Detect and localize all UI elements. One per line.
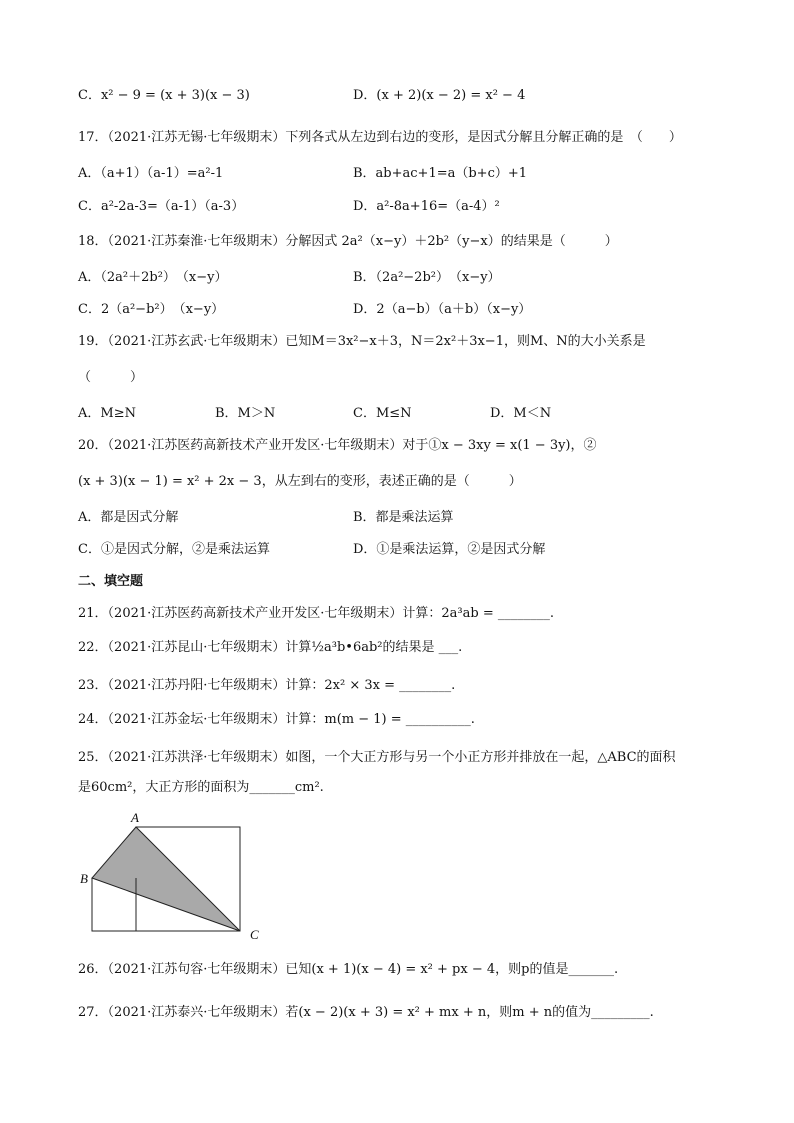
option-d-q20: D．①是乘法运算，②是因式分解 — [353, 542, 546, 557]
question-17: 17．（2021·江苏无锡·七年级期末）下列各式从左边到右边的变形，是因式分解且分解正确的是 （ ） — [78, 130, 682, 145]
option-b-q20: B．都是乘法运算 — [353, 510, 454, 525]
option-a-q19: A．M≥N — [78, 406, 136, 421]
question-25-cont: 是60cm²，大正方形的面积为_______cm². — [78, 780, 324, 795]
section-heading: 二、填空题 — [78, 574, 144, 589]
question-27: 27．（2021·江苏泰兴·七年级期末）若(x − 2)(x + 3) = x² + mx + n，则m + n的值为_________. — [78, 1005, 654, 1020]
option-c-q16: C．x² − 9 = (x + 3)(x − 3) — [78, 88, 250, 103]
option-c-q20: C．①是因式分解，②是乘法运算 — [78, 542, 270, 557]
question-20-cont: (x + 3)(x − 1) = x² + 2x − 3，从左到右的变形，表述正确的是（ ） — [78, 474, 522, 489]
question-18: 18．（2021·江苏秦淮·七年级期末）分解因式 2a²（x−y）＋2b²（y−x）的结果是（ ） — [78, 234, 618, 249]
option-c-q18: C．2（a²−b²） （x−y） — [78, 302, 225, 317]
question-21: 21．（2021·江苏医药高新技术产业开发区·七年级期末）计算：2a³ab = ________. — [78, 606, 554, 621]
squares-triangle-figure — [78, 808, 268, 948]
option-a-q20: A．都是因式分解 — [78, 510, 179, 525]
option-a-q18: A．（2a²＋2b²） （x−y） — [78, 270, 228, 285]
option-d-q16: D．(x + 2)(x − 2) = x² − 4 — [353, 88, 526, 103]
option-c-q19: C．M≤N — [353, 406, 412, 421]
question-26: 26．（2021·江苏句容·七年级期末）已知(x + 1)(x − 4) = x² + px − 4，则p的值是_______. — [78, 962, 619, 977]
label-c: C — [250, 927, 259, 942]
option-b-q17: B．ab+ac+1=a（b+c）+1 — [353, 166, 528, 181]
triangle-abc — [92, 827, 240, 931]
option-d-q18: D．2（a−b）（a＋b）（x−y） — [353, 302, 532, 317]
question-19: 19．（2021·江苏玄武·七年级期末）已知M＝3x²−x＋3，N＝2x²＋3x−1，则M、N的大小关系是 — [78, 334, 646, 349]
question-20: 20．（2021·江苏医药高新技术产业开发区·七年级期末）对于①x − 3xy = x(1 − 3y)，② — [78, 438, 597, 453]
figure-svg — [78, 808, 268, 948]
question-25: 25．（2021·江苏洪泽·七年级期末）如图，一个大正方形与另一个小正方形并排放在一起，△ABC的面积 — [78, 750, 676, 765]
question-19-bracket: （ ） — [78, 370, 144, 385]
option-d-q17: D．a²-8a+16=（a-4）² — [353, 199, 500, 214]
option-b-q19: B．M＞N — [215, 406, 276, 421]
option-c-q17: C．a²-2a-3=（a-1）（a-3） — [78, 199, 245, 214]
label-b: B — [80, 871, 88, 886]
label-a: A — [131, 810, 139, 825]
option-b-q18: B．（2a²−2b²） （x−y） — [353, 270, 501, 285]
option-d-q19: D．M＜N — [490, 406, 552, 421]
option-a-q17: A．（a+1）（a-1）=a²-1 — [78, 166, 224, 181]
question-24: 24．（2021·江苏金坛·七年级期末）计算：m(m − 1) = __________. — [78, 712, 475, 727]
question-23: 23．（2021·江苏丹阳·七年级期末）计算：2x² × 3x = ________. — [78, 678, 456, 693]
question-22: 22．（2021·江苏昆山·七年级期末）计算½a³b•6ab²的结果是 ___. — [78, 640, 463, 655]
